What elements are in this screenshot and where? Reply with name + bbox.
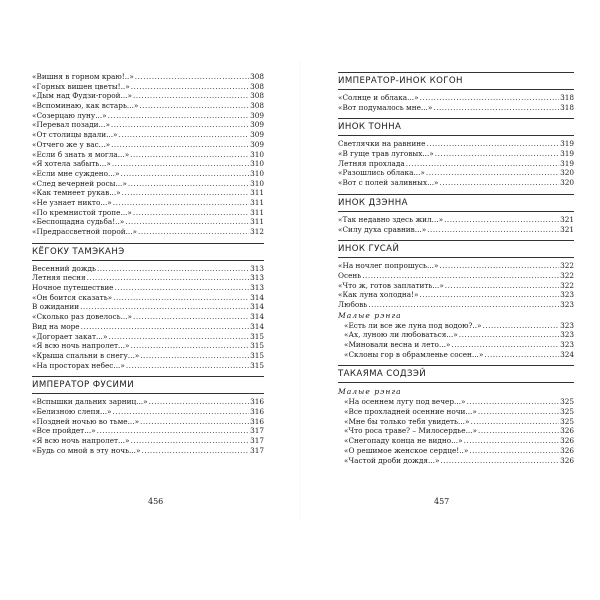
toc-entry [338,426,574,436]
toc-entry-title: Светлячки на равнине [338,139,426,149]
toc-entry-title: «Миновали весна и лето...» [344,340,451,349]
dot-leader [140,351,249,361]
toc-entry [32,341,264,351]
toc-entry-page: 308 [250,101,264,111]
toc-entry-page: 326 [560,455,574,465]
toc-entry-title: «Как луна холодна!» [338,290,419,300]
dot-leader [125,217,249,227]
toc-entry-page: 321 [560,214,574,224]
toc-entry-title: «Что роса траве? – Милосердье...» [344,426,478,436]
toc-entry-title: «Вспоминаю, как встарь...» [32,101,139,111]
section-heading: ИНОК ТОННА [338,122,402,133]
toc-entry [338,330,574,340]
toc-entry-page: 317 [250,426,264,436]
toc-entry-page: 316 [250,416,264,426]
toc-entry [32,159,264,169]
dot-leader [426,168,559,178]
toc-entry-title: «Частой дроби дождя...» [344,455,440,465]
section-heading: КЁГОКУ ТАМЭКАНЭ [32,246,125,257]
toc-entry-page: 323 [560,299,574,309]
toc-entry-title: «Поздней ночью во тьме...» [32,416,140,426]
toc-entry-page: 309 [250,130,264,140]
toc-entry-page: 316 [250,397,264,407]
dot-leader [139,101,249,111]
toc-entry-title: Весенний дождь [32,263,96,273]
toc-entry-page: 315 [250,360,264,370]
toc-entry-page: 322 [560,280,574,290]
dot-leader [115,283,250,293]
toc-entry-page: 322 [560,270,574,280]
toc-entry-title: «Силу духа сравнив...» [338,224,427,234]
toc-entry [338,271,574,281]
toc-entry [32,169,264,179]
toc-entry [338,456,574,466]
section-heading: ТАКАЯМА СОДЗЭЙ [338,369,427,380]
toc-entry-title: В ожидании [32,302,80,312]
section-rule-bottom [338,89,574,90]
dot-leader [459,330,559,340]
left-page [32,72,264,461]
dot-leader [81,322,249,332]
toc-entry [32,436,264,446]
toc-entry [32,198,264,208]
toc-entry [32,217,264,227]
dot-leader [140,417,249,427]
toc-entry [338,139,574,149]
toc-entry-title: «В гуще трав луговых...» [338,149,434,159]
dot-leader [445,281,559,291]
dot-leader [427,225,559,235]
toc-entry-title: «Снегопаду конца не видно...» [344,436,463,446]
dot-leader [478,426,559,436]
toc-entry-title: «Не узнает никто...» [32,197,112,207]
dot-leader [131,82,249,92]
section-heading: ИМПЕРАТОР-ИНОК КОГОН [338,76,463,86]
toc-entry-page: 323 [560,290,574,300]
dot-leader [113,198,249,208]
toc-entry-title: «Вспышки дальних зарниц...» [32,397,148,407]
toc-entry [32,101,264,111]
toc-entry-page: 325 [560,407,574,417]
section-heading: ИНОК ДЗЭННА [338,197,408,208]
toc-entry-page: 309 [250,139,264,149]
toc-entry [32,130,264,140]
toc-entry [338,159,574,169]
dot-leader [108,332,249,342]
toc-entry [338,168,574,178]
toc-entry-title: «Все прохладней осенние ночи...» [344,407,477,417]
section-rule-bottom [32,260,264,261]
dot-leader [120,169,249,179]
toc-entry-title: «Догорает закат...» [32,331,108,341]
toc-entry [338,103,574,113]
toc-entry-title: «На ночлег попрошусь...» [338,261,439,271]
toc-entry [338,350,574,360]
toc-entry-title: Вид на море [32,321,80,331]
toc-entry-title: «Склоны гор в обрамленье сосен...» [344,349,484,359]
toc-entry-page: 315 [250,350,264,360]
toc-entry-title: «Я хотела забыть...» [32,159,111,169]
section-untitled [32,72,264,237]
toc-entry-title: «Сколько раз довелось...» [32,312,133,322]
dot-leader [122,188,249,198]
toc-entry-page: 309 [250,120,264,130]
toc-entry-title: «Он боится сказать» [32,292,113,302]
toc-entry [32,397,264,407]
dot-leader [444,215,559,225]
toc-entry-page: 320 [560,168,574,178]
toc-entry-title: «Я всю ночь напролет...» [32,436,130,445]
section-takayama-sozei [338,365,574,465]
dot-leader [138,227,249,237]
toc-entry [32,407,264,417]
dot-leader [126,361,249,371]
dot-leader [97,426,249,436]
dot-leader [469,446,559,456]
toc-entry-page: 311 [250,197,264,207]
toc-entry-page: 313 [250,263,264,273]
dot-leader [80,302,249,312]
page-number-right: 457 [434,497,450,506]
toc-entry-page: 324 [560,349,574,359]
toc-entry [32,293,264,303]
page-number-left: 456 [148,497,164,506]
section-rule-bottom [338,257,574,258]
dot-leader [130,341,249,351]
dot-leader [433,103,559,113]
section-monk-zenna [338,194,574,234]
toc-entry-title: «Что ж, готов заплатить...» [338,280,444,290]
toc-entry [32,332,264,342]
dot-leader [149,397,249,407]
dot-leader [128,179,249,189]
toc-entry-page: 308 [250,72,264,81]
toc-entry [338,417,574,427]
toc-entry-title: «Созерцаю луну...» [32,110,107,120]
dot-leader [97,264,249,274]
toc-entry-page: 310 [250,178,264,188]
toc-entry [32,351,264,361]
toc-entry-page: 315 [250,331,264,341]
toc-entry-title: «Белизною слепя...» [32,406,112,416]
toc-entry [32,426,264,436]
dot-leader [87,273,249,283]
dot-leader [141,446,249,456]
dot-leader [111,140,249,150]
toc-entry [32,188,264,198]
toc-entry-title: «Горных вишен цветы!..» [32,81,130,91]
toc-entry-title: «О решимое женское сердце!..» [344,445,469,455]
toc-entry-title: «Вишня в горном краю!..» [32,72,134,81]
dot-leader [130,436,249,446]
toc-entry-title: «Предрассветной порой...» [32,227,138,236]
dot-leader [435,149,559,159]
toc-entry [338,225,574,235]
toc-entry-page: 317 [250,436,264,445]
toc-entry-title: «Как темнеет рукав...» [32,188,121,198]
toc-entry-title: «На осеннем лугу под вечер...» [344,397,466,407]
dot-leader [484,350,559,360]
toc-entry-page: 323 [560,340,574,349]
dot-leader [451,340,559,350]
toc-entry-page: 311 [250,188,264,198]
toc-entry-page: 319 [560,158,574,168]
toc-entry [338,340,574,350]
toc-entry-page: 318 [560,102,574,112]
dot-leader [368,300,559,310]
toc-entry-title: Летняя песня [32,273,86,283]
section-rule-bottom [338,382,574,383]
toc-entry-page: 323 [560,320,574,330]
toc-entry-page: 326 [560,426,574,436]
toc-entry [338,436,574,446]
toc-entry [32,111,264,121]
dot-leader [406,159,559,169]
dot-leader [111,120,249,130]
toc-entry-title: Осень [338,270,362,280]
toc-entry [338,178,574,188]
toc-entry-page: 313 [250,273,264,283]
subsection-heading: Малые рэнга [338,387,402,397]
toc-entry-title: «Если мне суждено...» [32,168,120,178]
toc-entry [338,300,574,310]
toc-entry [32,273,264,283]
toc-entry-page: 326 [560,445,574,455]
toc-entry-title: «Крыша спальни в снегу...» [32,350,140,360]
toc-entry [338,407,574,417]
toc-entry-page: 326 [560,436,574,446]
toc-entry-title: «Солнце и облака...» [338,93,419,102]
toc-entry [338,290,574,300]
toc-entry-page: 314 [250,312,264,322]
subsection-heading: Малые рэнга [338,310,402,320]
toc-entry-page: 323 [560,330,574,340]
dot-leader [133,312,249,322]
dot-leader [426,139,559,149]
toc-entry-page: 319 [560,139,574,149]
dot-leader [112,407,249,417]
toc-entry [32,179,264,189]
toc-entry-page: 325 [560,397,574,407]
toc-entry-page: 322 [560,261,574,271]
toc-entry-title: «Так недавно здесь жил...» [338,214,444,224]
toc-entry [338,261,574,271]
section-rule-bottom [338,135,574,136]
toc-entry [338,215,574,225]
toc-entry [32,446,264,456]
toc-entry-title: «От столицы вдали...» [32,130,118,140]
toc-entry-page: 314 [250,292,264,302]
toc-entry-page: 320 [560,178,574,188]
right-page [338,72,574,471]
toc-entry-page: 310 [250,168,264,178]
toc-entry [32,91,264,101]
dot-leader [464,436,559,446]
section-emperor-monk-kogon [338,72,574,112]
toc-entry-page: 311 [250,217,264,227]
section-monk-gusai [338,240,574,359]
toc-entry-title: «Отчего же у вас...» [32,139,111,149]
dot-leader [478,407,559,417]
dot-leader [133,91,249,101]
toc-entry-page: 310 [250,149,264,159]
toc-entry-page: 321 [560,224,574,234]
dot-leader [130,150,249,160]
toc-entry-page: 317 [250,445,264,455]
dot-leader [483,321,560,331]
section-rule-bottom [32,393,264,394]
toc-entry-page: 316 [250,406,264,416]
toc-entry [32,72,264,82]
dot-leader [466,397,559,407]
toc-entry [32,312,264,322]
toc-entry [338,93,574,103]
toc-entry-title: «Ах, луною ли любоваться...» [344,330,458,340]
toc-entry-title: «По кремнистой тропе...» [32,207,132,217]
toc-entry [32,208,264,218]
toc-entry-title: Любовь [338,299,368,309]
toc-entry-title: «След вечерней росы...» [32,178,127,188]
toc-entry-title: «Дым над Фудзи-горой...» [32,91,132,101]
dot-leader [440,178,560,188]
toc-entry [338,397,574,407]
toc-entry [32,227,264,237]
toc-entry [32,302,264,312]
section-heading: ИМПЕРАТОР ФУСИМИ [32,380,135,391]
toc-entry-title: «Если б знать я могла...» [32,149,130,159]
toc-entry-title: «Беспощадна судьба!..» [32,217,125,227]
toc-entry [338,281,574,291]
dot-leader [135,72,249,82]
section-heading: ИНОК ГУСАЙ [338,244,400,255]
dot-leader [112,159,249,169]
toc-entry-page: 309 [250,110,264,120]
toc-entry-title: «Я всю ночь напролет...» [32,341,130,351]
toc-entry [338,149,574,159]
toc-entry [32,361,264,371]
section-kyogoku-tamekane [32,243,264,371]
dot-leader [470,417,559,427]
toc-entry-title: «Разошлись облака...» [338,168,425,178]
toc-entry-title: Летняя прохлада [338,158,405,168]
toc-entry-page: 315 [250,341,264,351]
toc-entry [32,283,264,293]
toc-entry-page: 308 [250,91,264,101]
toc-entry-page: 310 [250,159,264,169]
toc-entry [338,321,574,331]
toc-entry-title: «Все пройдет...» [32,426,96,436]
toc-entry-title: «Мне бы только тебя увидеть...» [344,416,470,426]
toc-entry-page: 325 [560,416,574,426]
toc-entry [32,322,264,332]
toc-entry [32,82,264,92]
toc-entry [32,150,264,160]
dot-leader [108,111,249,121]
toc-entry-title: Ночное путешествие [32,283,114,293]
toc-entry-page: 319 [560,149,574,159]
dot-leader [119,130,250,140]
toc-entry-page: 308 [250,81,264,91]
dot-leader [420,93,560,103]
dot-leader [439,261,559,271]
dot-leader [440,456,559,466]
toc-entry-title: «Есть ли все же луна под водою?..» [344,320,482,330]
toc-entry [32,264,264,274]
toc-entry-title: «На просторах небес...» [32,360,125,370]
toc-entry-title: «Вот с полей заливных...» [338,178,439,188]
toc-entry [32,140,264,150]
dot-leader [113,293,249,303]
toc-entry-title: «Перевал позади...» [32,120,110,130]
toc-entry-page: 312 [250,227,264,236]
dot-leader [419,290,559,300]
gutter-shadow [299,60,301,520]
section-rule-bottom [338,211,574,212]
toc-entry [32,417,264,427]
toc-entry-page: 318 [560,93,574,102]
toc-entry-page: 311 [250,207,264,217]
toc-entry-title: «Вот подумалось мне...» [338,102,433,112]
toc-entry-title: «Будь со мной в эту ночь...» [32,445,141,455]
toc-entry [32,120,264,130]
section-emperor-fushimi [32,376,264,455]
section-monk-tonna [338,118,574,187]
dot-leader [362,271,559,281]
toc-entry-page: 313 [250,283,264,293]
toc-entry [338,446,574,456]
toc-entry-page: 314 [250,302,264,312]
toc-entry-page: 314 [250,321,264,331]
dot-leader [133,208,249,218]
